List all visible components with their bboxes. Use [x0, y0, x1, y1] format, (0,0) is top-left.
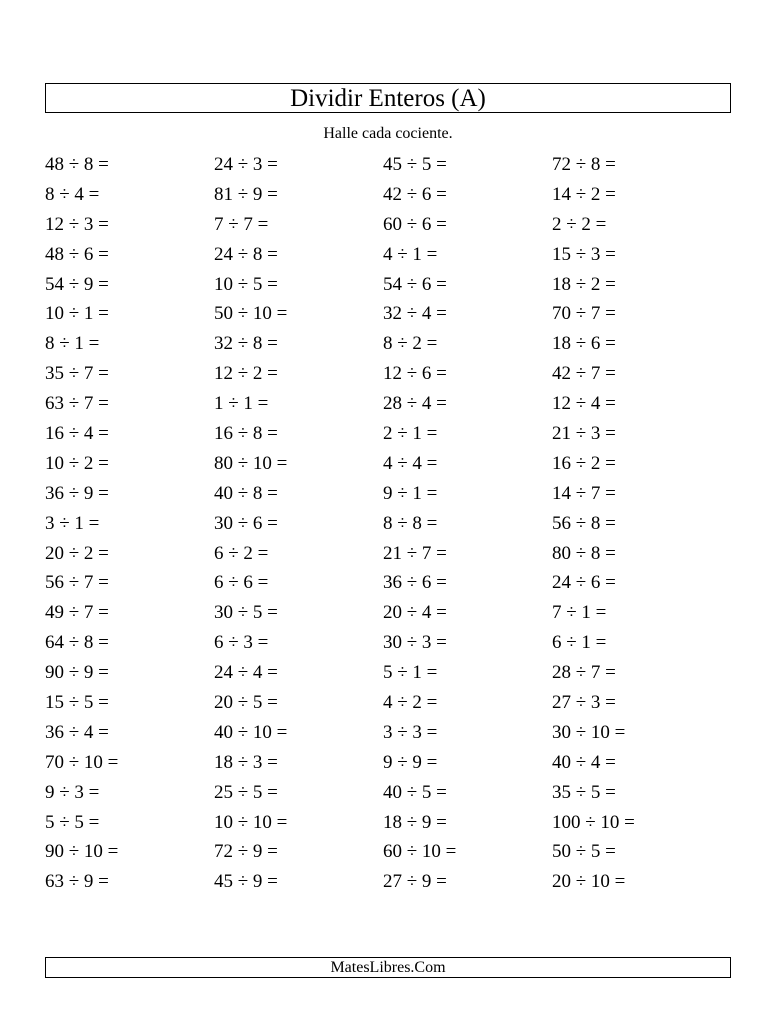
- division-problem: 9 ÷ 1 =: [383, 482, 438, 504]
- division-problem: 90 ÷ 10 =: [45, 841, 119, 863]
- division-problem: 6 ÷ 1 =: [552, 632, 607, 654]
- division-problem: 16 ÷ 2 =: [552, 452, 616, 474]
- division-problem: 9 ÷ 9 =: [383, 751, 438, 773]
- division-problem: 28 ÷ 7 =: [552, 662, 616, 684]
- division-problem: 14 ÷ 2 =: [552, 183, 616, 205]
- division-problem: 56 ÷ 8 =: [552, 512, 616, 534]
- division-problem: 6 ÷ 2 =: [214, 542, 269, 564]
- division-problem: 32 ÷ 4 =: [383, 303, 447, 325]
- division-problem: 72 ÷ 8 =: [552, 154, 616, 175]
- division-problem: 80 ÷ 10 =: [214, 452, 288, 474]
- division-problem: 81 ÷ 9 =: [214, 183, 278, 205]
- division-problem: 20 ÷ 5 =: [214, 692, 278, 714]
- division-problem: 48 ÷ 6 =: [45, 243, 109, 265]
- division-problem: 2 ÷ 1 =: [383, 423, 438, 445]
- division-problem: 18 ÷ 6 =: [552, 333, 616, 355]
- division-problem: 40 ÷ 10 =: [214, 721, 288, 743]
- division-problem: 10 ÷ 5 =: [214, 273, 278, 295]
- division-problem: 18 ÷ 9 =: [383, 811, 447, 833]
- division-problem: 36 ÷ 9 =: [45, 482, 109, 504]
- division-problem: 12 ÷ 3 =: [45, 213, 109, 235]
- division-problem: 3 ÷ 1 =: [45, 512, 100, 534]
- division-problem: 25 ÷ 5 =: [214, 781, 278, 803]
- division-problem: 50 ÷ 5 =: [552, 841, 616, 863]
- division-problem: 35 ÷ 5 =: [552, 781, 616, 803]
- division-problem: 60 ÷ 6 =: [383, 213, 447, 235]
- division-problem: 15 ÷ 5 =: [45, 692, 109, 714]
- division-problem: 7 ÷ 1 =: [552, 602, 607, 624]
- division-problem: 49 ÷ 7 =: [45, 602, 109, 624]
- division-problem: 21 ÷ 7 =: [383, 542, 447, 564]
- division-problem: 56 ÷ 7 =: [45, 572, 109, 594]
- division-problem: 12 ÷ 4 =: [552, 393, 616, 415]
- division-problem: 48 ÷ 8 =: [45, 154, 109, 175]
- division-problem: 5 ÷ 1 =: [383, 662, 438, 684]
- division-problem: 45 ÷ 9 =: [214, 871, 278, 893]
- division-problem: 32 ÷ 8 =: [214, 333, 278, 355]
- division-problem: 64 ÷ 8 =: [45, 632, 109, 654]
- footer-box: [45, 957, 731, 978]
- division-problem: 63 ÷ 7 =: [45, 393, 109, 415]
- division-problem: 8 ÷ 4 =: [45, 183, 100, 205]
- worksheet-title: Dividir Enteros (A): [290, 84, 486, 112]
- division-problem: 30 ÷ 3 =: [383, 632, 447, 654]
- division-problem: 45 ÷ 5 =: [383, 154, 447, 175]
- division-problem: 35 ÷ 7 =: [45, 363, 109, 385]
- division-problem: 42 ÷ 6 =: [383, 183, 447, 205]
- division-problem: 54 ÷ 9 =: [45, 273, 109, 295]
- division-problem: 20 ÷ 10 =: [552, 871, 626, 893]
- division-problem: 24 ÷ 8 =: [214, 243, 278, 265]
- division-problem: 50 ÷ 10 =: [214, 303, 288, 325]
- division-problem: 36 ÷ 6 =: [383, 572, 447, 594]
- division-problem: 12 ÷ 2 =: [214, 363, 278, 385]
- division-problem: 28 ÷ 4 =: [383, 393, 447, 415]
- division-problem: 27 ÷ 3 =: [552, 692, 616, 714]
- division-problem: 30 ÷ 5 =: [214, 602, 278, 624]
- division-problem: 70 ÷ 7 =: [552, 303, 616, 325]
- division-problem: 3 ÷ 3 =: [383, 721, 438, 743]
- division-problem: 18 ÷ 2 =: [552, 273, 616, 295]
- division-problem: 18 ÷ 3 =: [214, 751, 278, 773]
- division-problem: 24 ÷ 6 =: [552, 572, 616, 594]
- division-problem: 40 ÷ 8 =: [214, 482, 278, 504]
- division-problem: 100 ÷ 10 =: [552, 811, 635, 833]
- division-problem: 12 ÷ 6 =: [383, 363, 447, 385]
- division-problem: 21 ÷ 3 =: [552, 423, 616, 445]
- division-problem: 4 ÷ 2 =: [383, 692, 438, 714]
- division-problem: 60 ÷ 10 =: [383, 841, 457, 863]
- division-problem: 6 ÷ 6 =: [214, 572, 269, 594]
- division-problem: 8 ÷ 1 =: [45, 333, 100, 355]
- division-problem: 42 ÷ 7 =: [552, 363, 616, 385]
- division-problem: 8 ÷ 8 =: [383, 512, 438, 534]
- division-problem: 63 ÷ 9 =: [45, 871, 109, 893]
- division-problem: 20 ÷ 4 =: [383, 602, 447, 624]
- division-problem: 30 ÷ 10 =: [552, 721, 626, 743]
- division-problem: 5 ÷ 5 =: [45, 811, 100, 833]
- division-problem: 80 ÷ 8 =: [552, 542, 616, 564]
- worksheet-instructions: Halle cada cociente.: [323, 125, 453, 142]
- division-problem: 10 ÷ 10 =: [214, 811, 288, 833]
- division-problem: 4 ÷ 1 =: [383, 243, 438, 265]
- footer-text: MatesLibres.Com: [330, 958, 446, 976]
- division-problem: 10 ÷ 1 =: [45, 303, 109, 325]
- division-problem: 24 ÷ 4 =: [214, 662, 278, 684]
- problem-grid: [45, 150, 735, 897]
- division-problem: 16 ÷ 8 =: [214, 423, 278, 445]
- division-problem: 70 ÷ 10 =: [45, 751, 119, 773]
- division-problem: 30 ÷ 6 =: [214, 512, 278, 534]
- division-problem: 2 ÷ 2 =: [552, 213, 607, 235]
- division-problem: 24 ÷ 3 =: [214, 154, 278, 175]
- division-problem: 10 ÷ 2 =: [45, 452, 109, 474]
- division-problem: 20 ÷ 2 =: [45, 542, 109, 564]
- division-problem: 8 ÷ 2 =: [383, 333, 438, 355]
- division-problem: 54 ÷ 6 =: [383, 273, 447, 295]
- division-problem: 1 ÷ 1 =: [214, 393, 269, 415]
- division-problem: 14 ÷ 7 =: [552, 482, 616, 504]
- worksheet-title-box: [45, 83, 731, 113]
- division-problem: 9 ÷ 3 =: [45, 781, 100, 803]
- division-problem: 7 ÷ 7 =: [214, 213, 269, 235]
- division-problem: 27 ÷ 9 =: [383, 871, 447, 893]
- division-problem: 40 ÷ 4 =: [552, 751, 616, 773]
- division-problem: 72 ÷ 9 =: [214, 841, 278, 863]
- division-problem: 16 ÷ 4 =: [45, 423, 109, 445]
- division-problem: 90 ÷ 9 =: [45, 662, 109, 684]
- division-problem: 6 ÷ 3 =: [214, 632, 269, 654]
- division-problem: 36 ÷ 4 =: [45, 721, 109, 743]
- division-problem: 15 ÷ 3 =: [552, 243, 616, 265]
- division-problem: 40 ÷ 5 =: [383, 781, 447, 803]
- division-problem: 4 ÷ 4 =: [383, 452, 438, 474]
